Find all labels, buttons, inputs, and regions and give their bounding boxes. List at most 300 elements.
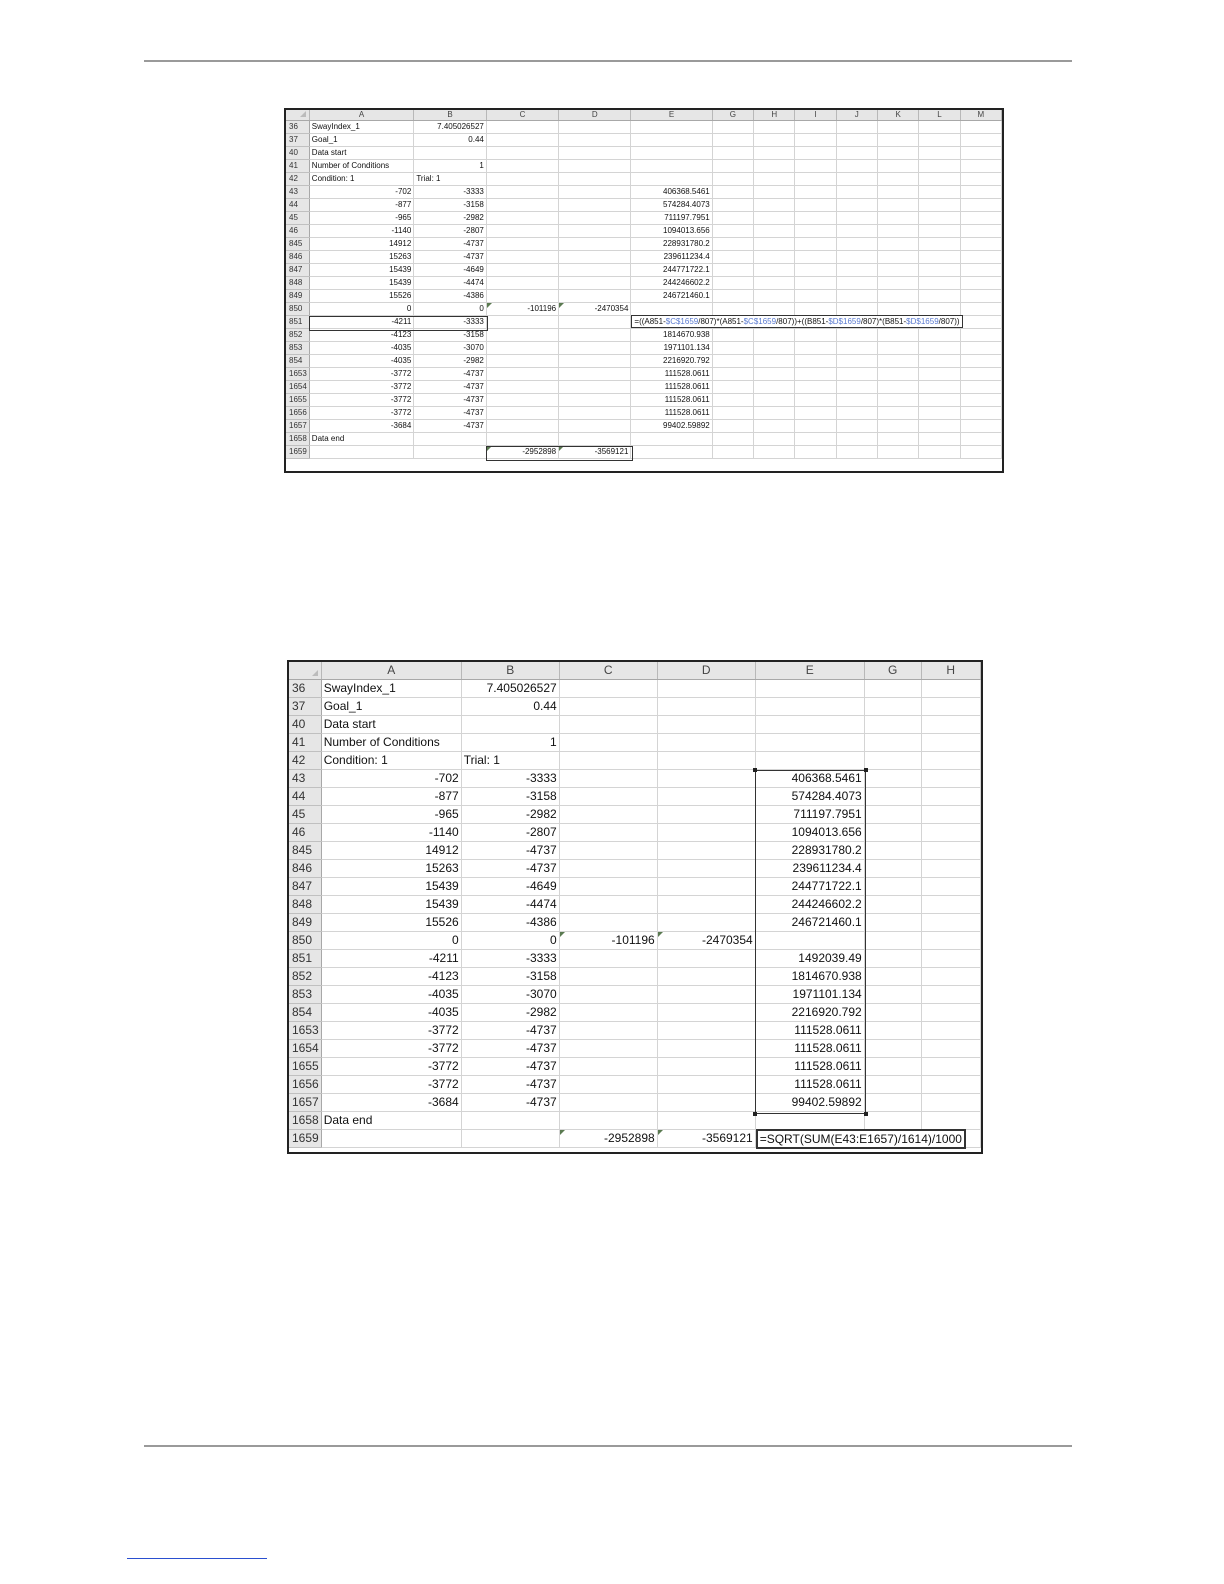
cell-a[interactable] xyxy=(309,446,414,459)
cell-empty[interactable] xyxy=(864,1058,921,1076)
cell-empty[interactable] xyxy=(754,277,795,290)
cell-b[interactable]: -4737 xyxy=(414,251,487,264)
cell-empty[interactable] xyxy=(960,381,1001,394)
cell-c[interactable] xyxy=(486,238,558,251)
cell-empty[interactable] xyxy=(960,147,1001,160)
cell-a[interactable]: Condition: 1 xyxy=(321,752,461,770)
column-header-e[interactable]: E xyxy=(755,662,864,680)
cell-c[interactable] xyxy=(559,788,657,806)
cell-b[interactable]: -4737 xyxy=(461,842,559,860)
cell-empty[interactable] xyxy=(754,134,795,147)
cell-b[interactable]: -2982 xyxy=(461,806,559,824)
cell-e[interactable]: 111528.0611 xyxy=(631,407,712,420)
cell-b[interactable]: -3158 xyxy=(461,968,559,986)
cell-d[interactable] xyxy=(657,824,755,842)
cell-d[interactable] xyxy=(657,878,755,896)
cell-empty[interactable] xyxy=(877,381,918,394)
cell-d[interactable] xyxy=(657,1112,755,1130)
cell-empty[interactable] xyxy=(960,394,1001,407)
cell-empty[interactable] xyxy=(921,1004,980,1022)
cell-c[interactable] xyxy=(486,173,558,186)
cell-a[interactable]: -965 xyxy=(309,212,414,225)
cell-a[interactable]: Number of Conditions xyxy=(309,160,414,173)
cell-b[interactable]: -4737 xyxy=(414,368,487,381)
cell-a[interactable]: -4035 xyxy=(309,342,414,355)
cell-empty[interactable] xyxy=(921,1022,980,1040)
cell-empty[interactable] xyxy=(864,1040,921,1058)
cell-a[interactable]: Data end xyxy=(321,1112,461,1130)
cell-empty[interactable] xyxy=(754,303,795,316)
cell-empty[interactable] xyxy=(836,329,877,342)
cell-d[interactable] xyxy=(657,860,755,878)
cell-e[interactable]: 111528.0611 xyxy=(755,1040,864,1058)
row-header[interactable]: 1654 xyxy=(286,381,309,394)
cell-empty[interactable] xyxy=(836,342,877,355)
cell-e[interactable]: 1971101.134 xyxy=(755,986,864,1004)
row-header[interactable]: 1654 xyxy=(289,1040,321,1058)
cell-empty[interactable] xyxy=(795,381,836,394)
cell-empty[interactable] xyxy=(919,134,960,147)
cell-empty[interactable] xyxy=(877,225,918,238)
cell-d[interactable] xyxy=(657,1058,755,1076)
cell-a[interactable]: Data start xyxy=(321,716,461,734)
cell-empty[interactable] xyxy=(836,121,877,134)
cell-c[interactable] xyxy=(486,147,558,160)
cell-b[interactable]: -3333 xyxy=(461,770,559,788)
cell-empty[interactable] xyxy=(919,394,960,407)
column-header-a[interactable]: A xyxy=(309,110,414,121)
cell-empty[interactable] xyxy=(919,251,960,264)
column-header-k[interactable]: K xyxy=(877,110,918,121)
cell-b[interactable]: -4386 xyxy=(414,290,487,303)
cell-empty[interactable] xyxy=(712,368,753,381)
cell-empty[interactable] xyxy=(921,1058,980,1076)
cell-c[interactable] xyxy=(559,1076,657,1094)
cell-e[interactable]: 406368.5461 xyxy=(755,770,864,788)
cell-empty[interactable] xyxy=(795,147,836,160)
cell-empty[interactable] xyxy=(795,160,836,173)
cell-d[interactable] xyxy=(559,173,631,186)
cell-e[interactable]: 244246602.2 xyxy=(631,277,712,290)
cell-empty[interactable] xyxy=(754,381,795,394)
cell-empty[interactable] xyxy=(921,734,980,752)
cell-empty[interactable] xyxy=(712,446,753,459)
column-header-c[interactable]: C xyxy=(559,662,657,680)
cell-empty[interactable] xyxy=(754,264,795,277)
row-header[interactable]: 850 xyxy=(289,932,321,950)
cell-empty[interactable] xyxy=(864,968,921,986)
cell-d[interactable] xyxy=(559,342,631,355)
cell-empty[interactable] xyxy=(712,251,753,264)
cell-e[interactable]: 244771722.1 xyxy=(631,264,712,277)
cell-d[interactable] xyxy=(559,199,631,212)
cell-empty[interactable] xyxy=(919,225,960,238)
cell-e[interactable] xyxy=(755,932,864,950)
cell-empty[interactable] xyxy=(921,698,980,716)
cell-empty[interactable] xyxy=(864,1076,921,1094)
cell-empty[interactable] xyxy=(712,290,753,303)
cell-a[interactable]: -4035 xyxy=(321,1004,461,1022)
row-header[interactable]: 36 xyxy=(286,121,309,134)
cell-empty[interactable] xyxy=(921,680,980,698)
cell-a[interactable]: 14912 xyxy=(309,238,414,251)
cell-e[interactable] xyxy=(631,446,712,459)
cell-empty[interactable] xyxy=(754,355,795,368)
cell-b[interactable]: -3333 xyxy=(414,316,487,329)
cell-empty[interactable] xyxy=(864,914,921,932)
cell-empty[interactable] xyxy=(919,121,960,134)
cell-empty[interactable] xyxy=(877,147,918,160)
row-header[interactable]: 1653 xyxy=(289,1022,321,1040)
cell-empty[interactable] xyxy=(921,824,980,842)
cell-empty[interactable] xyxy=(960,199,1001,212)
cell-b[interactable]: Trial: 1 xyxy=(414,173,487,186)
column-header-j[interactable]: J xyxy=(836,110,877,121)
cell-e[interactable] xyxy=(631,316,960,329)
cell-d[interactable] xyxy=(559,329,631,342)
cell-a[interactable]: -3772 xyxy=(321,1076,461,1094)
cell-a[interactable]: -3684 xyxy=(321,1094,461,1112)
cell-empty[interactable] xyxy=(712,212,753,225)
cell-c[interactable] xyxy=(559,1004,657,1022)
cell-a[interactable]: -965 xyxy=(321,806,461,824)
column-header-e[interactable]: E xyxy=(631,110,712,121)
cell-empty[interactable] xyxy=(919,342,960,355)
cell-b[interactable]: -4737 xyxy=(461,1076,559,1094)
cell-a[interactable]: 0 xyxy=(309,303,414,316)
cell-e[interactable]: 574284.4073 xyxy=(755,788,864,806)
cell-d[interactable] xyxy=(657,968,755,986)
cell-empty[interactable] xyxy=(712,264,753,277)
cell-c[interactable] xyxy=(486,368,558,381)
cell-b[interactable]: -4474 xyxy=(414,277,487,290)
cell-c[interactable] xyxy=(486,199,558,212)
cell-a[interactable]: Goal_1 xyxy=(309,134,414,147)
cell-empty[interactable] xyxy=(960,342,1001,355)
row-header[interactable]: 1656 xyxy=(289,1076,321,1094)
cell-empty[interactable] xyxy=(877,446,918,459)
cell-c[interactable] xyxy=(486,355,558,368)
cell-e[interactable]: 711197.7951 xyxy=(755,806,864,824)
cell-e[interactable]: 246721460.1 xyxy=(755,914,864,932)
cell-c[interactable] xyxy=(486,121,558,134)
cell-empty[interactable] xyxy=(960,134,1001,147)
cell-e[interactable]: 1094013.656 xyxy=(631,225,712,238)
cell-d[interactable] xyxy=(559,355,631,368)
cell-empty[interactable] xyxy=(754,212,795,225)
cell-empty[interactable] xyxy=(921,788,980,806)
cell-empty[interactable] xyxy=(921,878,980,896)
cell-e[interactable]: 711197.7951 xyxy=(631,212,712,225)
cell-d[interactable] xyxy=(657,716,755,734)
cell-d[interactable] xyxy=(657,1004,755,1022)
cell-empty[interactable] xyxy=(921,914,980,932)
cell-d[interactable] xyxy=(559,238,631,251)
cell-c[interactable] xyxy=(559,968,657,986)
cell-e[interactable]: 228931780.2 xyxy=(631,238,712,251)
cell-empty[interactable] xyxy=(864,1004,921,1022)
cell-b[interactable] xyxy=(414,433,487,446)
cell-c[interactable] xyxy=(559,950,657,968)
cell-d[interactable]: -2470354 xyxy=(657,932,755,950)
cell-d[interactable] xyxy=(657,914,755,932)
cell-empty[interactable] xyxy=(864,788,921,806)
cell-empty[interactable] xyxy=(919,433,960,446)
cell-c[interactable] xyxy=(559,878,657,896)
cell-empty[interactable] xyxy=(754,433,795,446)
row-header[interactable]: 846 xyxy=(289,860,321,878)
cell-empty[interactable] xyxy=(960,160,1001,173)
cell-b[interactable]: 7.405026527 xyxy=(414,121,487,134)
cell-b[interactable]: -2807 xyxy=(414,225,487,238)
cell-empty[interactable] xyxy=(795,225,836,238)
cell-b[interactable]: -4737 xyxy=(461,1022,559,1040)
column-header-i[interactable]: I xyxy=(795,110,836,121)
cell-empty[interactable] xyxy=(712,225,753,238)
row-header[interactable]: 44 xyxy=(286,199,309,212)
cell-empty[interactable] xyxy=(754,160,795,173)
cell-b[interactable]: -3158 xyxy=(414,329,487,342)
row-header[interactable]: 37 xyxy=(286,134,309,147)
cell-empty[interactable] xyxy=(795,303,836,316)
cell-empty[interactable] xyxy=(836,433,877,446)
cell-empty[interactable] xyxy=(877,264,918,277)
row-header[interactable]: 850 xyxy=(286,303,309,316)
cell-c[interactable] xyxy=(486,264,558,277)
cell-a[interactable]: Data start xyxy=(309,147,414,160)
cell-empty[interactable] xyxy=(921,1112,980,1130)
cell-c[interactable] xyxy=(486,342,558,355)
row-header[interactable]: 851 xyxy=(286,316,309,329)
cell-empty[interactable] xyxy=(795,199,836,212)
cell-b[interactable]: -4737 xyxy=(461,1058,559,1076)
cell-empty[interactable] xyxy=(836,251,877,264)
cell-e[interactable]: 244771722.1 xyxy=(755,878,864,896)
cell-e[interactable]: 111528.0611 xyxy=(755,1058,864,1076)
cell-a[interactable]: -702 xyxy=(309,186,414,199)
cell-empty[interactable] xyxy=(836,290,877,303)
column-header-h[interactable]: H xyxy=(754,110,795,121)
cell-empty[interactable] xyxy=(754,251,795,264)
cell-d[interactable] xyxy=(657,1076,755,1094)
cell-e[interactable]: 1094013.656 xyxy=(755,824,864,842)
cell-a[interactable]: -702 xyxy=(321,770,461,788)
cell-c[interactable] xyxy=(559,698,657,716)
cell-empty[interactable] xyxy=(921,860,980,878)
cell-d[interactable] xyxy=(559,147,631,160)
cell-empty[interactable] xyxy=(864,896,921,914)
cell-e[interactable] xyxy=(631,173,712,186)
cell-b[interactable]: 1 xyxy=(461,734,559,752)
cell-a[interactable]: -877 xyxy=(321,788,461,806)
cell-empty[interactable] xyxy=(921,932,980,950)
row-header[interactable]: 854 xyxy=(286,355,309,368)
cell-b[interactable]: -4737 xyxy=(414,407,487,420)
cell-d[interactable] xyxy=(559,394,631,407)
cell-empty[interactable] xyxy=(712,303,753,316)
row-header[interactable]: 854 xyxy=(289,1004,321,1022)
cell-c[interactable] xyxy=(486,212,558,225)
cell-empty[interactable] xyxy=(795,238,836,251)
cell-e[interactable]: 111528.0611 xyxy=(631,394,712,407)
formula-editor[interactable]: =SQRT(SUM(E43:E1657)/1614)/1000 xyxy=(756,1129,966,1149)
cell-a[interactable]: -4211 xyxy=(321,950,461,968)
row-header[interactable]: 853 xyxy=(289,986,321,1004)
cell-e[interactable]: 1814670.938 xyxy=(631,329,712,342)
cell-e[interactable] xyxy=(755,1130,962,1148)
cell-b[interactable]: 0 xyxy=(461,932,559,950)
row-header[interactable]: 1656 xyxy=(286,407,309,420)
cell-empty[interactable] xyxy=(864,716,921,734)
row-header[interactable]: 852 xyxy=(289,968,321,986)
cell-empty[interactable] xyxy=(919,160,960,173)
cell-e[interactable]: 111528.0611 xyxy=(631,368,712,381)
cell-e[interactable]: 228931780.2 xyxy=(755,842,864,860)
cell-c[interactable] xyxy=(559,896,657,914)
cell-e[interactable]: 2216920.792 xyxy=(755,1004,864,1022)
cell-empty[interactable] xyxy=(836,446,877,459)
cell-e[interactable] xyxy=(631,121,712,134)
column-header-c[interactable]: C xyxy=(486,110,558,121)
cell-empty[interactable] xyxy=(795,433,836,446)
cell-empty[interactable] xyxy=(836,381,877,394)
cell-empty[interactable] xyxy=(877,173,918,186)
cell-a[interactable]: -3772 xyxy=(321,1022,461,1040)
cell-empty[interactable] xyxy=(712,121,753,134)
cell-d[interactable] xyxy=(559,407,631,420)
cell-empty[interactable] xyxy=(795,173,836,186)
cell-empty[interactable] xyxy=(921,770,980,788)
row-header[interactable]: 846 xyxy=(286,251,309,264)
row-header[interactable]: 852 xyxy=(286,329,309,342)
cell-empty[interactable] xyxy=(877,329,918,342)
cell-empty[interactable] xyxy=(877,433,918,446)
row-header[interactable]: 851 xyxy=(289,950,321,968)
cell-a[interactable]: -1140 xyxy=(309,225,414,238)
cell-b[interactable]: -4737 xyxy=(461,860,559,878)
cell-b[interactable]: -4386 xyxy=(461,914,559,932)
cell-c[interactable]: -101196 xyxy=(486,303,558,316)
cell-d[interactable]: -3569121 xyxy=(657,1130,755,1148)
row-header[interactable]: 848 xyxy=(289,896,321,914)
cell-empty[interactable] xyxy=(754,147,795,160)
cell-empty[interactable] xyxy=(795,186,836,199)
cell-empty[interactable] xyxy=(795,121,836,134)
cell-c[interactable] xyxy=(559,986,657,1004)
cell-d[interactable] xyxy=(559,264,631,277)
cell-empty[interactable] xyxy=(836,394,877,407)
cell-empty[interactable] xyxy=(960,277,1001,290)
cell-d[interactable] xyxy=(559,225,631,238)
cell-b[interactable]: -4737 xyxy=(414,420,487,433)
row-header[interactable]: 845 xyxy=(289,842,321,860)
cell-empty[interactable] xyxy=(836,368,877,381)
cell-b[interactable]: -2982 xyxy=(414,212,487,225)
cell-empty[interactable] xyxy=(864,1112,921,1130)
cell-a[interactable]: -1140 xyxy=(321,824,461,842)
cell-empty[interactable] xyxy=(836,199,877,212)
row-header[interactable]: 1655 xyxy=(286,394,309,407)
cell-e[interactable]: 244246602.2 xyxy=(755,896,864,914)
cell-c[interactable] xyxy=(559,914,657,932)
select-all-corner[interactable] xyxy=(286,110,309,121)
cell-b[interactable]: Trial: 1 xyxy=(461,752,559,770)
cell-d[interactable] xyxy=(657,1040,755,1058)
cell-empty[interactable] xyxy=(712,394,753,407)
cell-e[interactable] xyxy=(631,160,712,173)
cell-d[interactable] xyxy=(559,277,631,290)
cell-empty[interactable] xyxy=(921,716,980,734)
cell-b[interactable]: -4737 xyxy=(414,394,487,407)
cell-b[interactable] xyxy=(461,1130,559,1148)
cell-c[interactable] xyxy=(559,860,657,878)
cell-empty[interactable] xyxy=(960,433,1001,446)
cell-c[interactable]: -2952898 xyxy=(486,446,558,459)
cell-empty[interactable] xyxy=(864,734,921,752)
row-header[interactable]: 42 xyxy=(289,752,321,770)
cell-empty[interactable] xyxy=(712,277,753,290)
cell-empty[interactable] xyxy=(921,1076,980,1094)
cell-e[interactable]: 111528.0611 xyxy=(631,381,712,394)
cell-empty[interactable] xyxy=(864,878,921,896)
cell-empty[interactable] xyxy=(877,303,918,316)
cell-empty[interactable] xyxy=(919,407,960,420)
cell-a[interactable]: -3772 xyxy=(309,381,414,394)
row-header[interactable]: 1655 xyxy=(289,1058,321,1076)
cell-a[interactable]: SwayIndex_1 xyxy=(309,121,414,134)
row-header[interactable]: 46 xyxy=(289,824,321,842)
cell-empty[interactable] xyxy=(712,238,753,251)
column-header-h[interactable]: H xyxy=(921,662,980,680)
cell-a[interactable]: 15439 xyxy=(321,896,461,914)
cell-a[interactable]: 15263 xyxy=(309,251,414,264)
cell-empty[interactable] xyxy=(864,680,921,698)
cell-b[interactable]: -4737 xyxy=(461,1094,559,1112)
cell-c[interactable]: -101196 xyxy=(559,932,657,950)
column-header-g[interactable]: G xyxy=(712,110,753,121)
cell-empty[interactable] xyxy=(877,420,918,433)
row-header[interactable]: 845 xyxy=(286,238,309,251)
cell-empty[interactable] xyxy=(919,186,960,199)
row-header[interactable]: 45 xyxy=(289,806,321,824)
cell-empty[interactable] xyxy=(712,134,753,147)
cell-empty[interactable] xyxy=(754,420,795,433)
cell-empty[interactable] xyxy=(712,199,753,212)
cell-empty[interactable] xyxy=(921,896,980,914)
cell-a[interactable]: 0 xyxy=(321,932,461,950)
cell-empty[interactable] xyxy=(712,329,753,342)
formula-editor[interactable] xyxy=(631,315,962,328)
cell-empty[interactable] xyxy=(960,329,1001,342)
cell-empty[interactable] xyxy=(919,147,960,160)
select-all-corner[interactable] xyxy=(289,662,321,680)
cell-b[interactable]: -3070 xyxy=(461,986,559,1004)
cell-empty[interactable] xyxy=(921,752,980,770)
row-header[interactable]: 40 xyxy=(286,147,309,160)
cell-b[interactable]: -4737 xyxy=(414,381,487,394)
cell-a[interactable]: 15439 xyxy=(321,878,461,896)
cell-empty[interactable] xyxy=(754,446,795,459)
cell-d[interactable] xyxy=(559,368,631,381)
cell-empty[interactable] xyxy=(877,394,918,407)
cell-d[interactable] xyxy=(559,160,631,173)
cell-b[interactable]: -4737 xyxy=(414,238,487,251)
cell-empty[interactable] xyxy=(754,238,795,251)
cell-empty[interactable] xyxy=(712,420,753,433)
cell-b[interactable]: -4474 xyxy=(461,896,559,914)
cell-a[interactable]: 15263 xyxy=(321,860,461,878)
cell-d[interactable] xyxy=(559,381,631,394)
